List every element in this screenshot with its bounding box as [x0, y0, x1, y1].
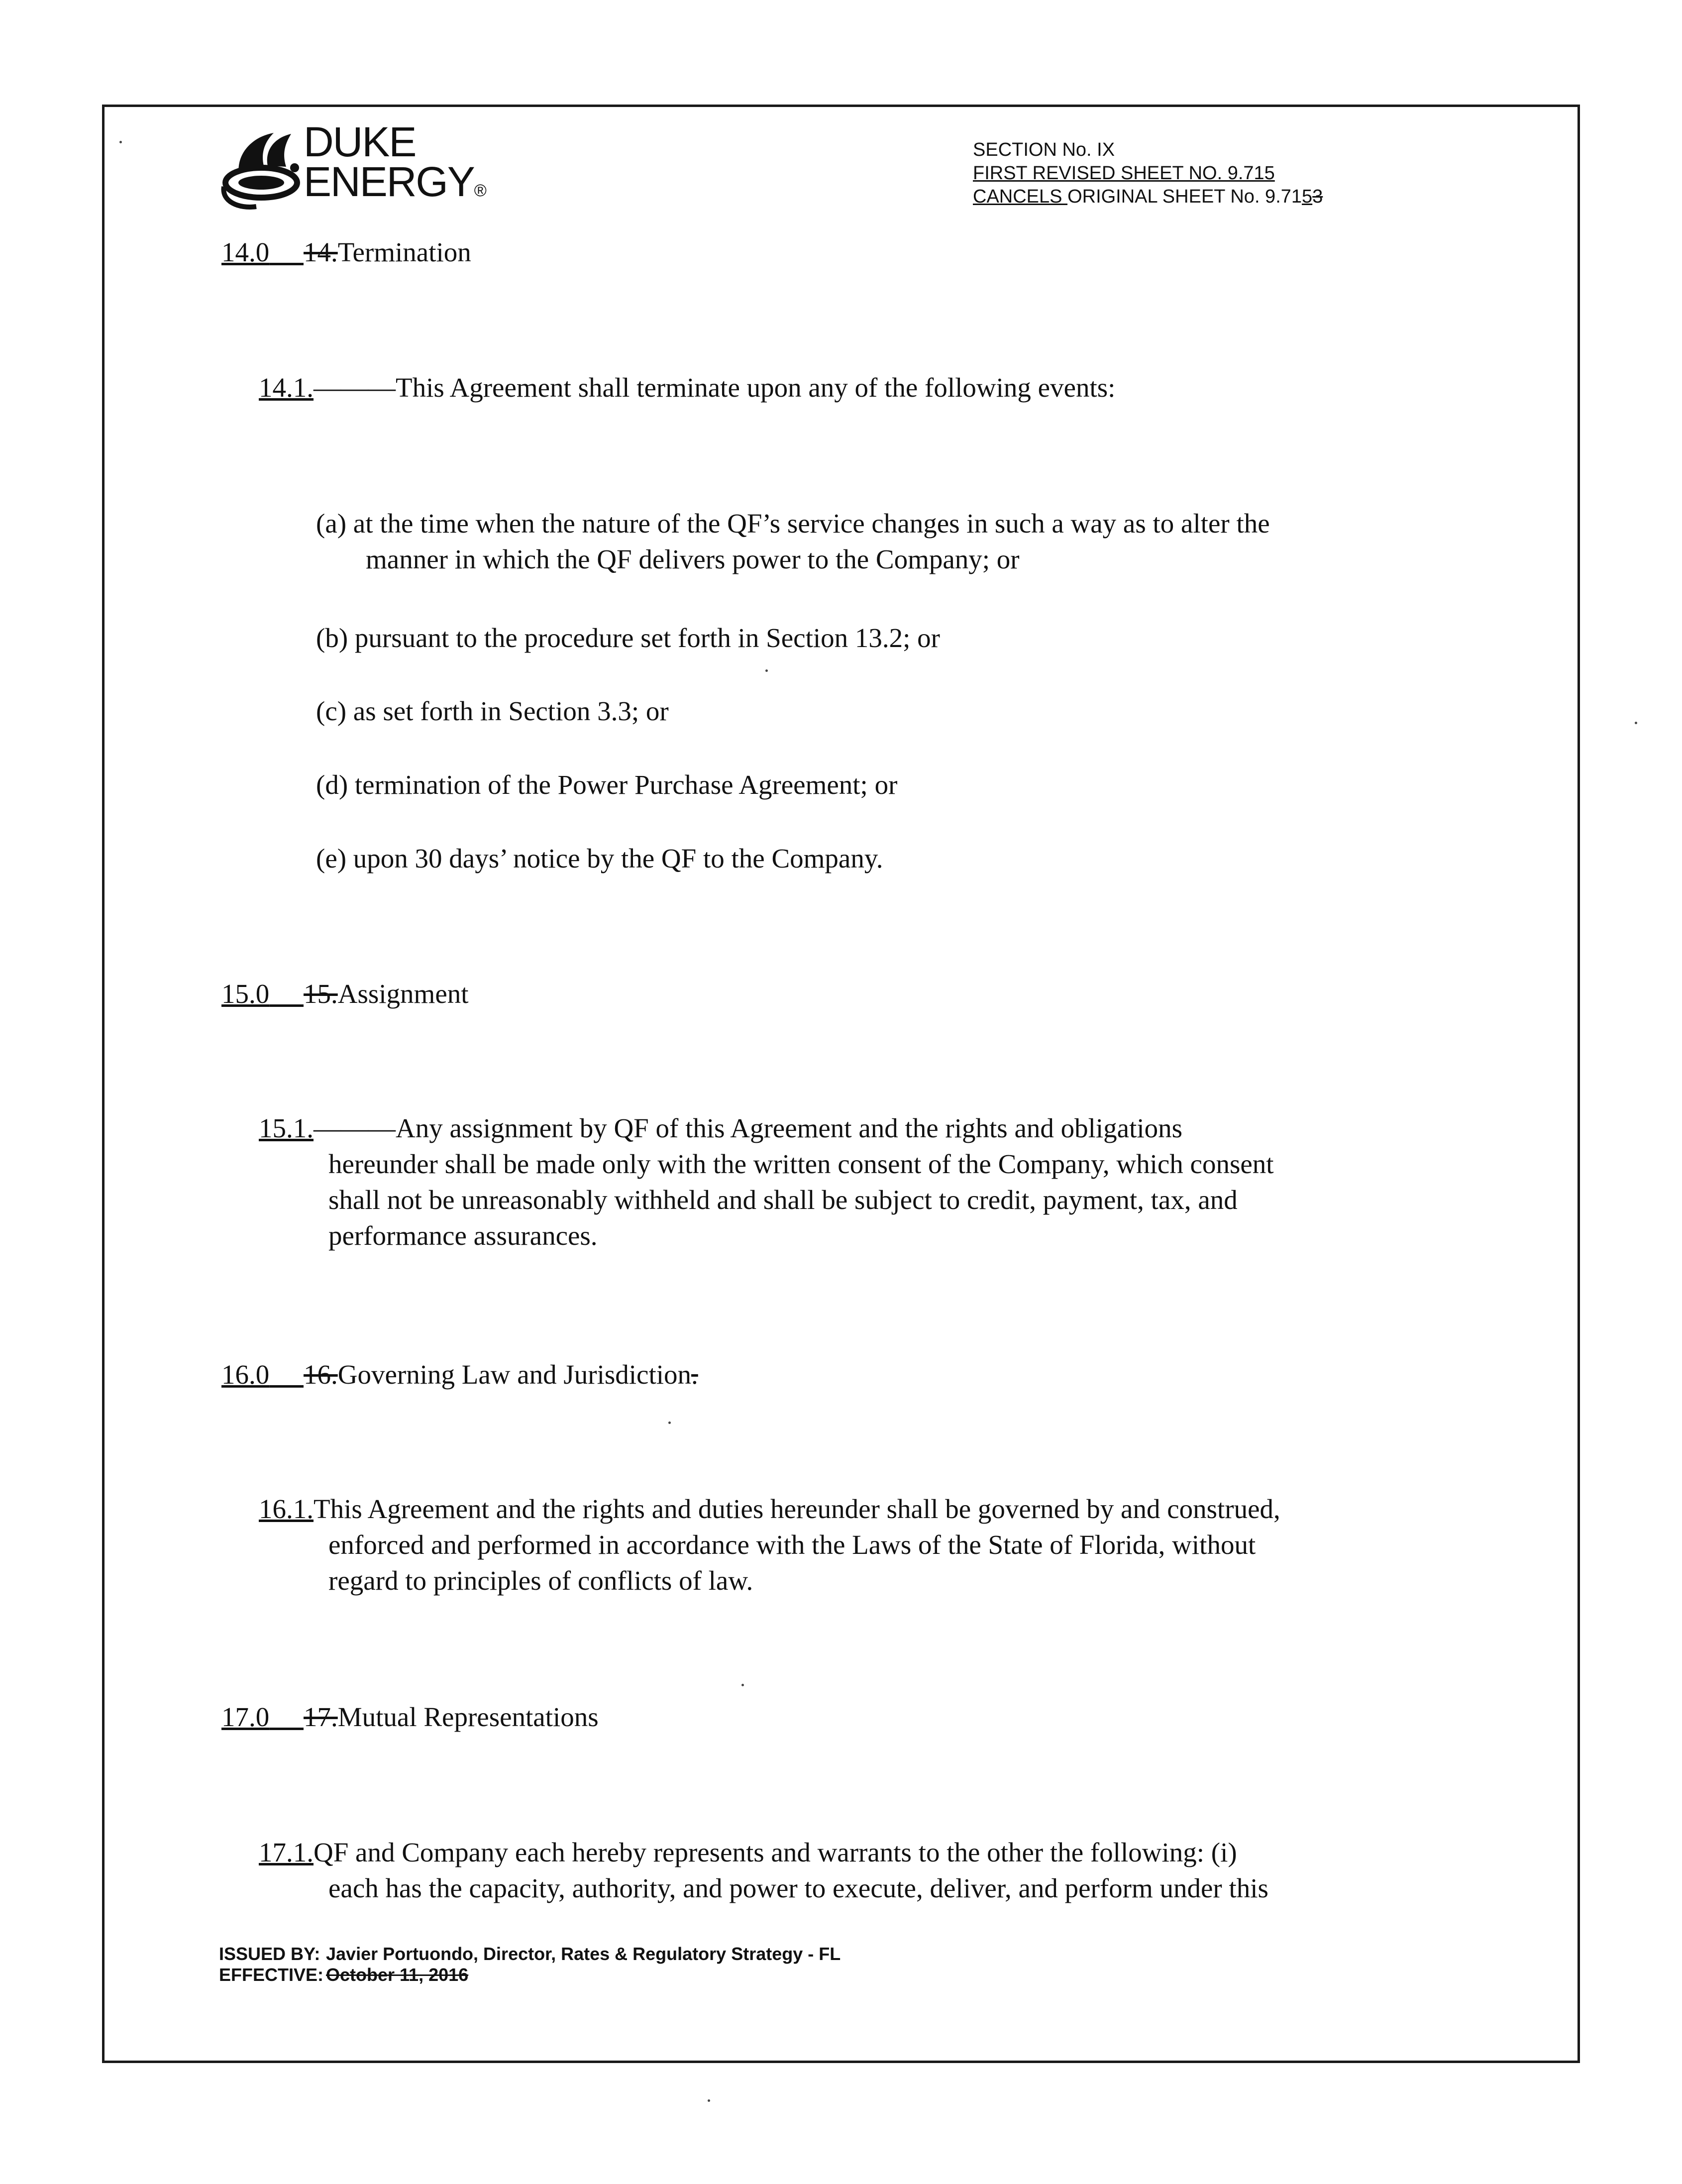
list-item-c: (c) as set forth in Section 3.3; or [316, 696, 669, 726]
section-number: SECTION No. IX [973, 139, 1115, 160]
list-item-b: (b) pursuant to the procedure set forth in Section 13.2; or [316, 623, 940, 653]
subsection-16-1-line2: enforced and performed in accordance with the Laws of the State of Florida, without [328, 1529, 1256, 1560]
scan-speck [708, 2099, 710, 2102]
logo-line-1: DUKE [304, 118, 416, 165]
list-item-a-line2: manner in which the QF delivers power to the Company; or [366, 544, 1020, 574]
scan-speck [668, 1421, 671, 1424]
subsection-16-1-line1: 16.1.This Agreement and the rights and duties hereunder shall be governed by and construed, [259, 1494, 1280, 1524]
list-item-e: (e) upon 30 days’ notice by the QF to the Company. [316, 843, 883, 874]
sheet-header [973, 138, 1323, 209]
subsection-16-1-line3: regard to principles of conflicts of law. [328, 1565, 753, 1596]
scan-speck [1635, 722, 1637, 724]
scan-speck [765, 669, 768, 672]
subsection-17-1-line2: each has the capacity, authority, and power to execute, deliver, and perform under this [328, 1873, 1268, 1903]
scan-speck [741, 1684, 744, 1686]
list-item-a-line1: (a) at the time when the nature of the QF’s service changes in such a way as to alter the [316, 508, 1270, 539]
effective-line: EFFECTIVE: October 11, 2016 [219, 1965, 469, 1985]
logo-line-2: ENERGY® [304, 158, 486, 205]
section-heading-14: 14.0 14.Termination [221, 237, 471, 267]
scan-speck [119, 141, 122, 143]
section-heading-17: 17.0 17.Mutual Representations [221, 1702, 599, 1732]
issuance-footer [219, 1944, 841, 1985]
subsection-15-1-line4: performance assurances. [328, 1220, 598, 1251]
subsection-15-1-line3: shall not be unreasonably withheld and shall be subject to credit, payment, tax, and [328, 1185, 1238, 1215]
subsection-15-1-line2: hereunder shall be made only with the written consent of the Company, which consent [328, 1149, 1274, 1179]
section-heading-16: 16.0 16.Governing Law and Jurisdiction. [221, 1359, 698, 1390]
subsection-17-1-line1: 17.1.QF and Company each hereby represents and warrants to the other the following: (i) [259, 1837, 1237, 1867]
list-item-d: (d) termination of the Power Purchase Agreement; or [316, 769, 898, 800]
issued-by-line: ISSUED BY: Javier Portuondo, Director, Rates & Regulatory Strategy - FL [219, 1944, 841, 1964]
section-heading-15: 15.0 15.Assignment [221, 979, 469, 1009]
logo-wordmark [304, 118, 486, 211]
registered-mark: ® [474, 181, 486, 200]
subsection-15-1-line1: 15.1.———Any assignment by QF of this Agreement and the rights and obligations [259, 1113, 1183, 1143]
cancels-line: CANCELS ORIGINAL SHEET No. 9.7153 [973, 186, 1323, 207]
sheet-number: FIRST REVISED SHEET NO. 9.715 [973, 163, 1275, 184]
subsection-14-1: 14.1.———This Agreement shall terminate upon any of the following events: [259, 372, 1116, 403]
